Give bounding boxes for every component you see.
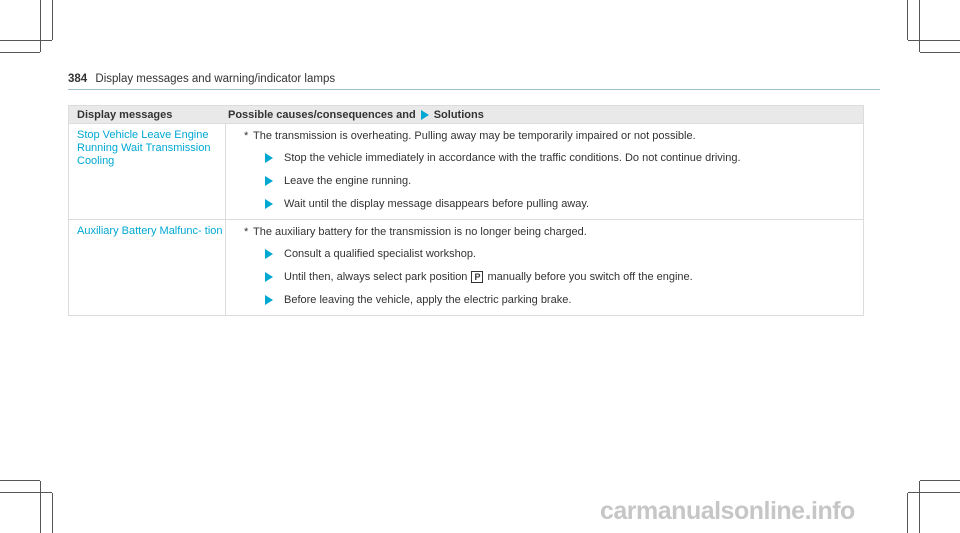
solution-arrow-icon: [265, 153, 273, 163]
col-header-causes: [226, 109, 863, 121]
solution-item: [265, 174, 863, 188]
crop-mark: [40, 481, 41, 533]
page-title: Display messages and warning/indicator lamps: [95, 73, 336, 85]
page-header: [68, 73, 880, 89]
solution-arrow-icon: [265, 295, 273, 305]
solution-arrow-icon: [421, 110, 429, 120]
page-number: 384: [68, 73, 88, 85]
crop-mark: [920, 52, 960, 53]
solution-item: [265, 151, 863, 165]
cause-marker: *: [244, 226, 249, 238]
solution-text: Leave the engine running.: [284, 175, 412, 187]
table-row: [69, 123, 863, 219]
solution-text-prefix: Until then, always select park position: [284, 271, 468, 283]
crop-mark: [0, 40, 52, 41]
park-position-icon: P: [471, 271, 483, 283]
solution-text: Stop the vehicle immediately in accordance with the traffic conditions. Do not continue driving.: [284, 152, 741, 164]
crop-mark: [907, 0, 908, 40]
cause-text: The transmission is overheating. Pulling away may be temporarily impaired or not possible.: [253, 130, 696, 142]
col-header-messages: Display messages: [77, 108, 173, 121]
col-header-solutions-text: Solutions: [433, 108, 484, 121]
watermark: carmanualsonline.info: [600, 497, 855, 525]
col-header-causes-text: Possible causes/consequences and: [228, 108, 416, 121]
display-message: Stop Vehicle Leave Engine Running Wait Transmission Cooling: [69, 124, 226, 219]
solution-arrow-icon: [265, 199, 273, 209]
crop-mark: [908, 492, 960, 493]
cause-item: [244, 129, 863, 143]
solution-text-suffix: manually before you switch off the engine.: [487, 271, 693, 283]
cause-text: The auxiliary battery for the transmission is no longer being charged.: [253, 226, 587, 238]
solution-item: [265, 270, 863, 284]
solution-arrow-icon: [265, 272, 273, 282]
crop-mark: [0, 492, 52, 493]
causes-cell: [226, 220, 863, 315]
messages-table: [68, 105, 864, 316]
crop-mark: [40, 0, 41, 52]
table-row: [69, 219, 863, 315]
solution-arrow-icon: [265, 249, 273, 259]
solution-item: [265, 293, 863, 307]
header-rule: [68, 89, 880, 90]
crop-mark: [52, 0, 53, 40]
causes-cell: [226, 124, 863, 219]
solution-arrow-icon: [265, 176, 273, 186]
solution-text: Wait until the display message disappears before pulling away.: [284, 198, 590, 210]
crop-mark: [920, 480, 960, 481]
crop-mark: [52, 493, 53, 533]
crop-mark: [0, 52, 40, 53]
table-header: [69, 106, 863, 123]
solution-item: [265, 197, 863, 211]
crop-mark: [0, 480, 40, 481]
crop-mark: [908, 40, 960, 41]
crop-mark: [919, 0, 920, 52]
solution-item: [265, 247, 863, 261]
cause-marker: *: [244, 130, 249, 142]
solution-text: Consult a qualified specialist workshop.: [284, 248, 476, 260]
cause-item: [244, 225, 863, 239]
display-message: Auxiliary Battery Malfunc- tion: [69, 220, 226, 315]
solution-text: Before leaving the vehicle, apply the electric parking brake.: [284, 294, 572, 306]
